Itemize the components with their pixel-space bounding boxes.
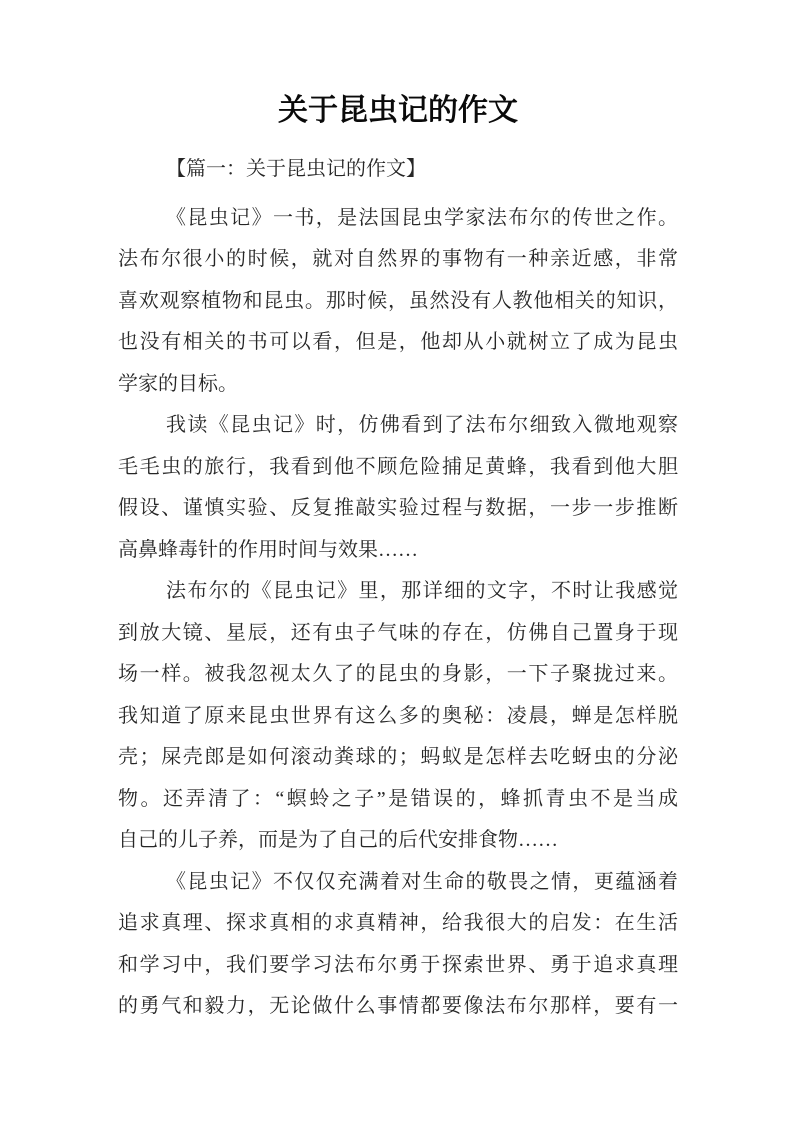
text-line: 到放大镜、星辰，还有虫子气味的存在，仿佛自己置身于现 xyxy=(118,621,678,644)
text-line: 法布尔很小的时候，就对自然界的事物有一种亲近感，非常 xyxy=(118,248,678,270)
text-line: 我读《昆虫记》时，仿佛看到了法布尔细致入微地观察 xyxy=(166,414,678,436)
text-line: 喜欢观察植物和昆虫。那时候，虽然没有人教他相关的知识， xyxy=(118,289,678,312)
paragraph xyxy=(118,862,678,1028)
text-line: 的勇气和毅力，无论做什么事情都要像法布尔那样，要有一 xyxy=(118,995,678,1017)
text-line: 我知道了原来昆虫世界有这么多的奥秘：凌晨，蝉是怎样脱 xyxy=(118,704,678,727)
text-line: 《昆虫记》不仅仅充满着对生命的敬畏之情，更蕴涵着 xyxy=(166,870,678,893)
document-body xyxy=(118,198,678,1028)
paragraph xyxy=(118,405,678,571)
text-line: 也没有相关的书可以看，但是，他却从小就树立了成为昆虫 xyxy=(118,331,678,353)
paragraph xyxy=(118,571,678,862)
text-line: 假设、谨慎实验、反复推敲实验过程与数据，一步一步推断 xyxy=(118,497,678,519)
text-line: 法布尔的《昆虫记》里，那详细的文字，不时让我感觉 xyxy=(166,580,678,602)
text-line: 学家的目标。 xyxy=(118,372,238,395)
text-line: 高鼻蜂毒针的作用时间与效果…… xyxy=(118,538,418,561)
text-line: 和学习中，我们要学习法布尔勇于探索世界、勇于追求真理 xyxy=(118,953,678,976)
text-line: 自己的儿子养，而是为了自己的后代安排食物…… xyxy=(118,829,558,851)
text-line: 场一样。被我忽视太久了的昆虫的身影，一下子聚拢过来。 xyxy=(118,663,678,685)
section-heading: 【篇一：关于昆虫记的作文】 xyxy=(166,158,426,180)
text-line: 追求真理、探求真相的求真精神，给我很大的启发：在生活 xyxy=(118,912,678,934)
page-title: 关于昆虫记的作文 xyxy=(278,94,518,127)
text-line: 毛毛虫的旅行，我看到他不顾危险捕足黄蜂，我看到他大胆 xyxy=(118,455,678,478)
text-line: 壳；屎壳郎是如何滚动粪球的；蚂蚁是怎样去吃蚜虫的分泌 xyxy=(118,746,678,768)
text-line: 《昆虫记》一书，是法国昆虫学家法布尔的传世之作。 xyxy=(166,206,678,229)
text-line: 物。还弄清了：“螟蛉之子”是错误的，蜂抓青虫不是当成 xyxy=(118,787,678,810)
paragraph xyxy=(118,198,678,406)
